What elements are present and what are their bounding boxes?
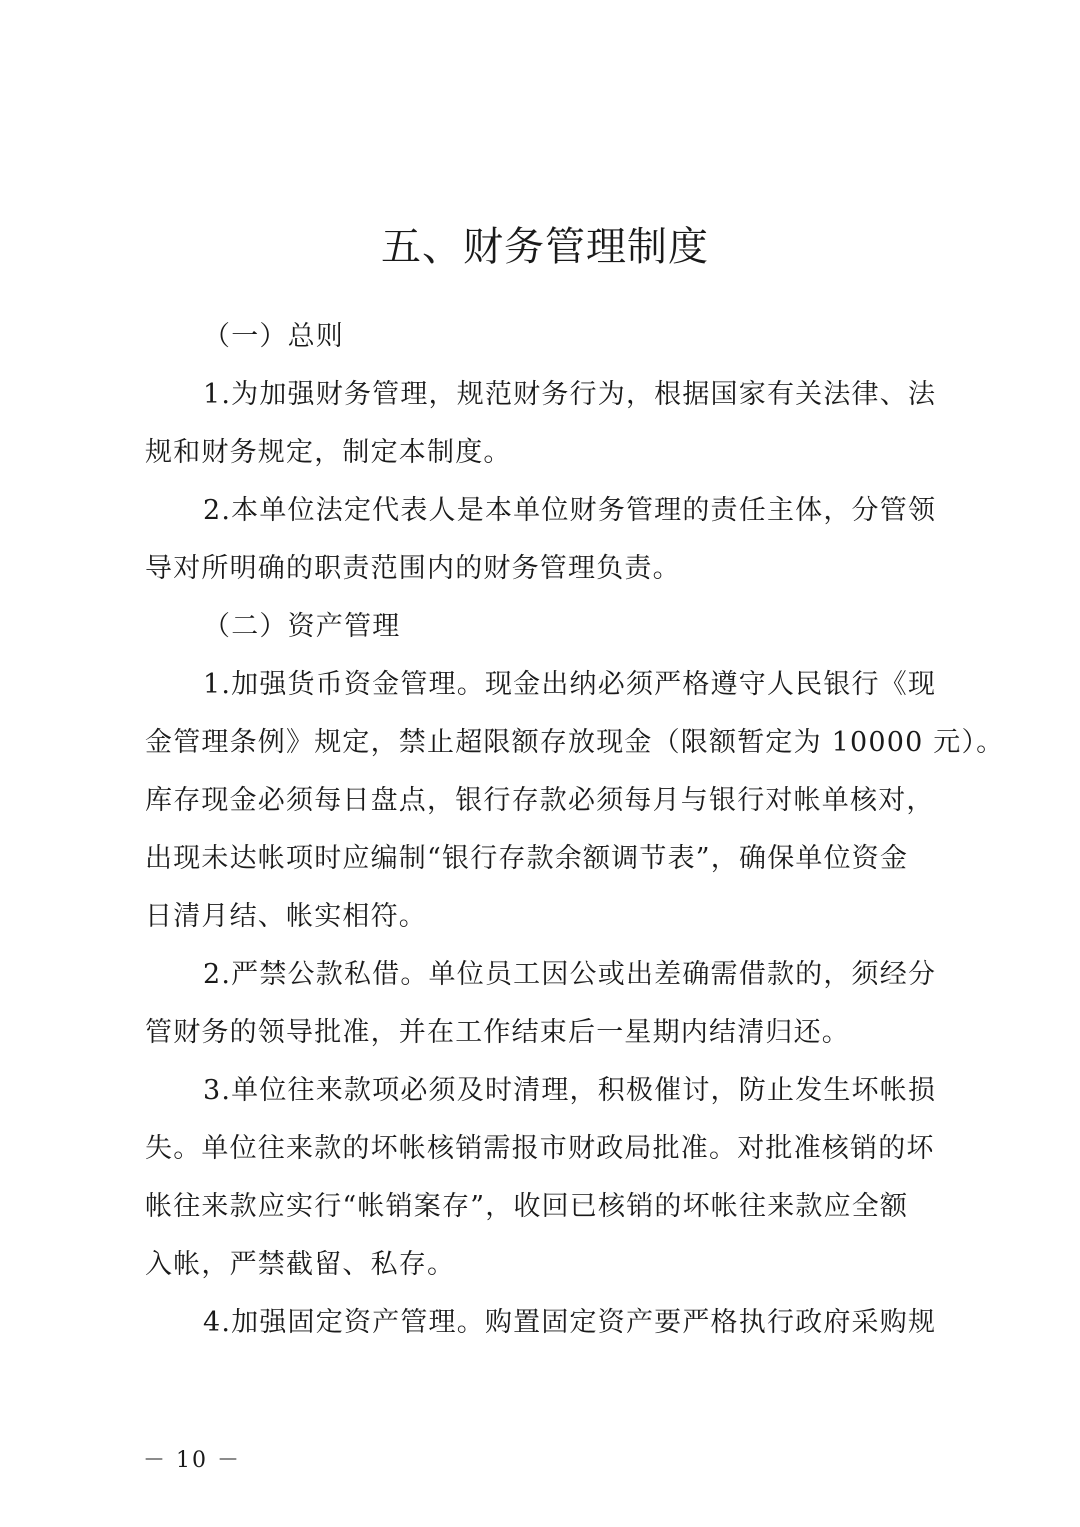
paragraph-line: 库存现金必须每日盘点，银行存款必须每月与银行对帐单核对， (145, 785, 935, 816)
paragraph-line: 入帐，严禁截留、私存。 (145, 1249, 456, 1280)
paragraph-line: 日清月结、帐实相符。 (145, 901, 427, 932)
paragraph-line: 金管理条例》规定，禁止超限额存放现金（限额暂定为 10000 元）。 (145, 727, 1005, 758)
paragraph-line: 导对所明确的职责范围内的财务管理负责。 (145, 553, 681, 584)
paragraph-line: 2.本单位法定代表人是本单位财务管理的责任主体，分管领 (203, 495, 937, 526)
paragraph-line: 2.严禁公款私借。单位员工因公或出差确需借款的，须经分 (203, 959, 937, 990)
paragraph-line: 帐往来款应实行“帐销案存”，收回已核销的坏帐往来款应全额 (145, 1191, 909, 1222)
section-heading-assets: （二）资产管理 (203, 611, 401, 642)
paragraph-line: 1.为加强财务管理，规范财务行为，根据国家有关法律、法 (203, 379, 937, 410)
page-number: － 10 － (143, 1448, 241, 1473)
paragraph-line: 4.加强固定资产管理。购置固定资产要严格执行政府采购规 (203, 1307, 937, 1338)
paragraph-line: 管财务的领导批准，并在工作结束后一星期内结清归还。 (145, 1017, 850, 1048)
document-body (145, 308, 1005, 1352)
paragraph-line: 1.加强货币资金管理。现金出纳必须严格遵守人民银行《现 (203, 669, 937, 700)
paragraph-line: 出现未达帐项时应编制“银行存款余额调节表”，确保单位资金 (145, 843, 909, 874)
paragraph-line: 3.单位往来款项必须及时清理，积极催讨，防止发生坏帐损 (203, 1075, 937, 1106)
section-heading-general: （一）总则 (203, 321, 344, 352)
paragraph-line: 规和财务规定，制定本制度。 (145, 437, 512, 468)
paragraph-line: 失。单位往来款的坏帐核销需报市财政局批准。对批准核销的坏 (145, 1133, 935, 1164)
page-title: 五、财务管理制度 (381, 223, 709, 270)
